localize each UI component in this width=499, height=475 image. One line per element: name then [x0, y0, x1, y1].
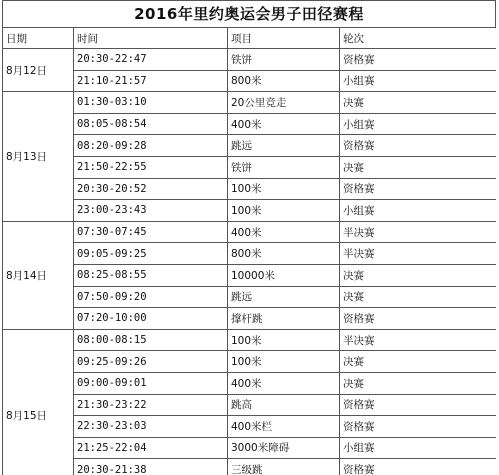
time-cell: 07:50-09:20 — [74, 286, 228, 308]
time-cell: 22:30-23:03 — [74, 416, 228, 438]
header-time: 时间 — [74, 28, 228, 49]
time-cell: 20:30-22:47 — [74, 49, 228, 71]
event-cell: 3000米障碍 — [228, 437, 340, 459]
table-row — [3, 286, 497, 308]
table-row — [3, 243, 497, 265]
page-title: 2016年里约奥运会男子田径赛程 — [2, 0, 496, 27]
round-cell: 半决赛 — [340, 243, 497, 265]
header-row — [3, 28, 497, 49]
table-row — [3, 92, 497, 114]
table-row — [3, 329, 497, 351]
round-cell: 半决赛 — [340, 329, 497, 351]
round-cell: 资格赛 — [340, 308, 497, 330]
event-cell: 10000米 — [228, 264, 340, 286]
event-cell: 20公里竞走 — [228, 92, 340, 114]
table-row — [3, 459, 497, 475]
table-row — [3, 49, 497, 71]
header-round: 轮次 — [340, 28, 497, 49]
time-cell: 08:00-08:15 — [74, 329, 228, 351]
event-cell: 100米 — [228, 351, 340, 373]
event-cell: 跳远 — [228, 286, 340, 308]
date-cell: 8月14日 — [3, 221, 74, 329]
time-cell: 20:30-20:52 — [74, 178, 228, 200]
event-cell: 400米 — [228, 113, 340, 135]
date-cell: 8月13日 — [3, 92, 74, 222]
event-cell: 铁饼 — [228, 49, 340, 71]
time-cell: 07:30-07:45 — [74, 221, 228, 243]
event-cell: 跳远 — [228, 135, 340, 157]
date-cell: 8月12日 — [3, 49, 74, 92]
time-cell: 09:05-09:25 — [74, 243, 228, 265]
time-cell: 09:25-09:26 — [74, 351, 228, 373]
round-cell: 决赛 — [340, 286, 497, 308]
event-cell: 800米 — [228, 243, 340, 265]
header-date: 日期 — [3, 28, 74, 49]
event-cell: 三级跳 — [228, 459, 340, 475]
time-cell: 21:50-22:55 — [74, 156, 228, 178]
table-row — [3, 70, 497, 92]
schedule-table-body — [3, 28, 497, 475]
round-cell: 小组赛 — [340, 437, 497, 459]
event-cell: 铁饼 — [228, 156, 340, 178]
event-cell: 400米栏 — [228, 416, 340, 438]
round-cell: 资格赛 — [340, 135, 497, 157]
round-cell: 决赛 — [340, 156, 497, 178]
round-cell: 资格赛 — [340, 394, 497, 416]
table-row — [3, 264, 497, 286]
schedule-sheet — [2, 0, 496, 475]
time-cell: 07:20-10:00 — [74, 308, 228, 330]
time-cell: 23:00-23:43 — [74, 200, 228, 222]
event-cell: 跳高 — [228, 394, 340, 416]
round-cell: 决赛 — [340, 264, 497, 286]
table-row — [3, 113, 497, 135]
time-cell: 08:05-08:54 — [74, 113, 228, 135]
time-cell: 21:30-23:22 — [74, 394, 228, 416]
round-cell: 小组赛 — [340, 113, 497, 135]
round-cell: 决赛 — [340, 372, 497, 394]
round-cell: 半决赛 — [340, 221, 497, 243]
table-row — [3, 437, 497, 459]
round-cell: 资格赛 — [340, 459, 497, 475]
event-cell: 100米 — [228, 200, 340, 222]
table-row — [3, 372, 497, 394]
table-row — [3, 221, 497, 243]
date-cell: 8月15日 — [3, 329, 74, 475]
time-cell: 01:30-03:10 — [74, 92, 228, 114]
time-cell: 09:00-09:01 — [74, 372, 228, 394]
event-cell: 400米 — [228, 221, 340, 243]
table-row — [3, 135, 497, 157]
event-cell: 400米 — [228, 372, 340, 394]
header-event: 项目 — [228, 28, 340, 49]
event-cell: 撑杆跳 — [228, 308, 340, 330]
table-row — [3, 178, 497, 200]
time-cell: 21:25-22:04 — [74, 437, 228, 459]
round-cell: 决赛 — [340, 351, 497, 373]
round-cell: 小组赛 — [340, 200, 497, 222]
time-cell: 21:10-21:57 — [74, 70, 228, 92]
event-cell: 100米 — [228, 178, 340, 200]
round-cell: 小组赛 — [340, 70, 497, 92]
table-row — [3, 351, 497, 373]
round-cell: 资格赛 — [340, 416, 497, 438]
table-row — [3, 416, 497, 438]
table-row — [3, 156, 497, 178]
table-row — [3, 200, 497, 222]
time-cell: 08:20-09:28 — [74, 135, 228, 157]
time-cell: 08:25-08:55 — [74, 264, 228, 286]
table-row — [3, 308, 497, 330]
round-cell: 决赛 — [340, 92, 497, 114]
round-cell: 资格赛 — [340, 49, 497, 71]
event-cell: 800米 — [228, 70, 340, 92]
event-cell: 100米 — [228, 329, 340, 351]
schedule-table — [2, 27, 496, 475]
time-cell: 20:30-21:38 — [74, 459, 228, 475]
round-cell: 资格赛 — [340, 178, 497, 200]
table-row — [3, 394, 497, 416]
